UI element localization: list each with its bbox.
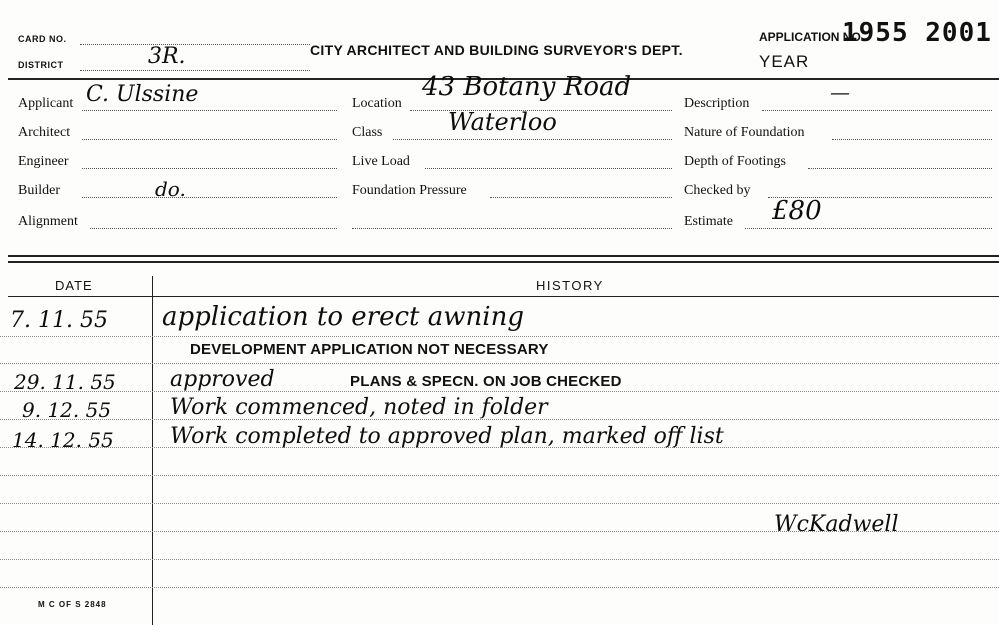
live-load-label: Live Load <box>352 154 410 169</box>
history-header: HISTORY <box>536 278 604 293</box>
nature-of-foundation-line <box>832 139 992 140</box>
live-load-line <box>425 168 672 169</box>
date-header: DATE <box>55 278 93 293</box>
class-label: Class <box>352 125 383 140</box>
depth-of-footings-label: Depth of Footings <box>684 154 786 169</box>
description-label: Description <box>684 96 750 111</box>
class-line <box>393 139 672 140</box>
applicant-value: C. Ulssine <box>86 82 199 107</box>
history-stamp: DEVELOPMENT APPLICATION NOT NECESSARY <box>190 341 549 358</box>
engineer-label: Engineer <box>18 154 69 169</box>
builder-label: Builder <box>18 183 60 198</box>
history-line <box>0 363 999 364</box>
history-date: 14. 12. 55 <box>12 428 114 452</box>
date-column-divider <box>152 276 153 625</box>
history-date: 9. 12. 55 <box>22 398 112 422</box>
location-label: Location <box>352 96 402 111</box>
class-value: Waterloo <box>448 108 557 136</box>
nature-of-foundation-label: Nature of Foundation <box>684 125 805 140</box>
history-header-rule <box>8 296 999 297</box>
history-text: approved <box>170 367 275 392</box>
history-line <box>0 391 999 392</box>
blank-line <box>352 228 672 229</box>
history-text: application to erect awning <box>162 302 524 332</box>
dept-title: CITY ARCHITECT AND BUILDING SURVEYOR'S DEPT. <box>310 42 683 58</box>
applicant-line <box>82 110 337 111</box>
form-code: M C OF S 2848 <box>38 600 107 609</box>
foundation-pressure-line <box>490 197 672 198</box>
section-rule-top <box>8 255 999 257</box>
district-line <box>80 70 310 71</box>
history-line <box>0 559 999 560</box>
estimate-line <box>745 228 992 229</box>
estimate-label: Estimate <box>684 214 733 229</box>
year-label: YEAR <box>759 52 810 71</box>
description-value: — <box>830 80 850 104</box>
architect-line <box>82 139 337 140</box>
section-rule-bottom <box>8 261 999 263</box>
architect-label: Architect <box>18 125 71 140</box>
card-no-line <box>80 44 310 45</box>
applicant-label: Applicant <box>18 96 74 111</box>
alignment-line <box>90 228 337 229</box>
application-number: 1955 2001 <box>842 18 992 48</box>
description-line <box>762 110 992 111</box>
depth-of-footings-line <box>808 168 992 169</box>
card-no-label: CARD NO. <box>18 34 67 44</box>
history-line <box>0 587 999 588</box>
history-text: Work commenced, noted in folder <box>170 395 548 420</box>
history-date: 7. 11. 55 <box>10 308 108 333</box>
signature: WcKadwell <box>774 512 899 537</box>
history-line <box>0 475 999 476</box>
history-date: 29. 11. 55 <box>14 370 116 394</box>
district-label: DISTRICT <box>18 60 64 70</box>
checked-by-label: Checked by <box>684 183 751 198</box>
history-line <box>0 336 999 337</box>
alignment-label: Alignment <box>18 214 78 229</box>
history-line <box>0 503 999 504</box>
district-value: 3R. <box>148 44 186 69</box>
history-text: Work completed to approved plan, marked off list <box>170 424 724 449</box>
application-no-label: APPLICATION NO. <box>759 30 865 44</box>
foundation-pressure-label: Foundation Pressure <box>352 183 467 198</box>
location-value: 43 Botany Road <box>422 72 632 102</box>
builder-line <box>82 197 337 198</box>
estimate-value: £80 <box>772 196 822 226</box>
history-stamp: PLANS & SPECN. ON JOB CHECKED <box>350 373 622 390</box>
engineer-line <box>82 168 337 169</box>
builder-value: do. <box>155 177 186 201</box>
